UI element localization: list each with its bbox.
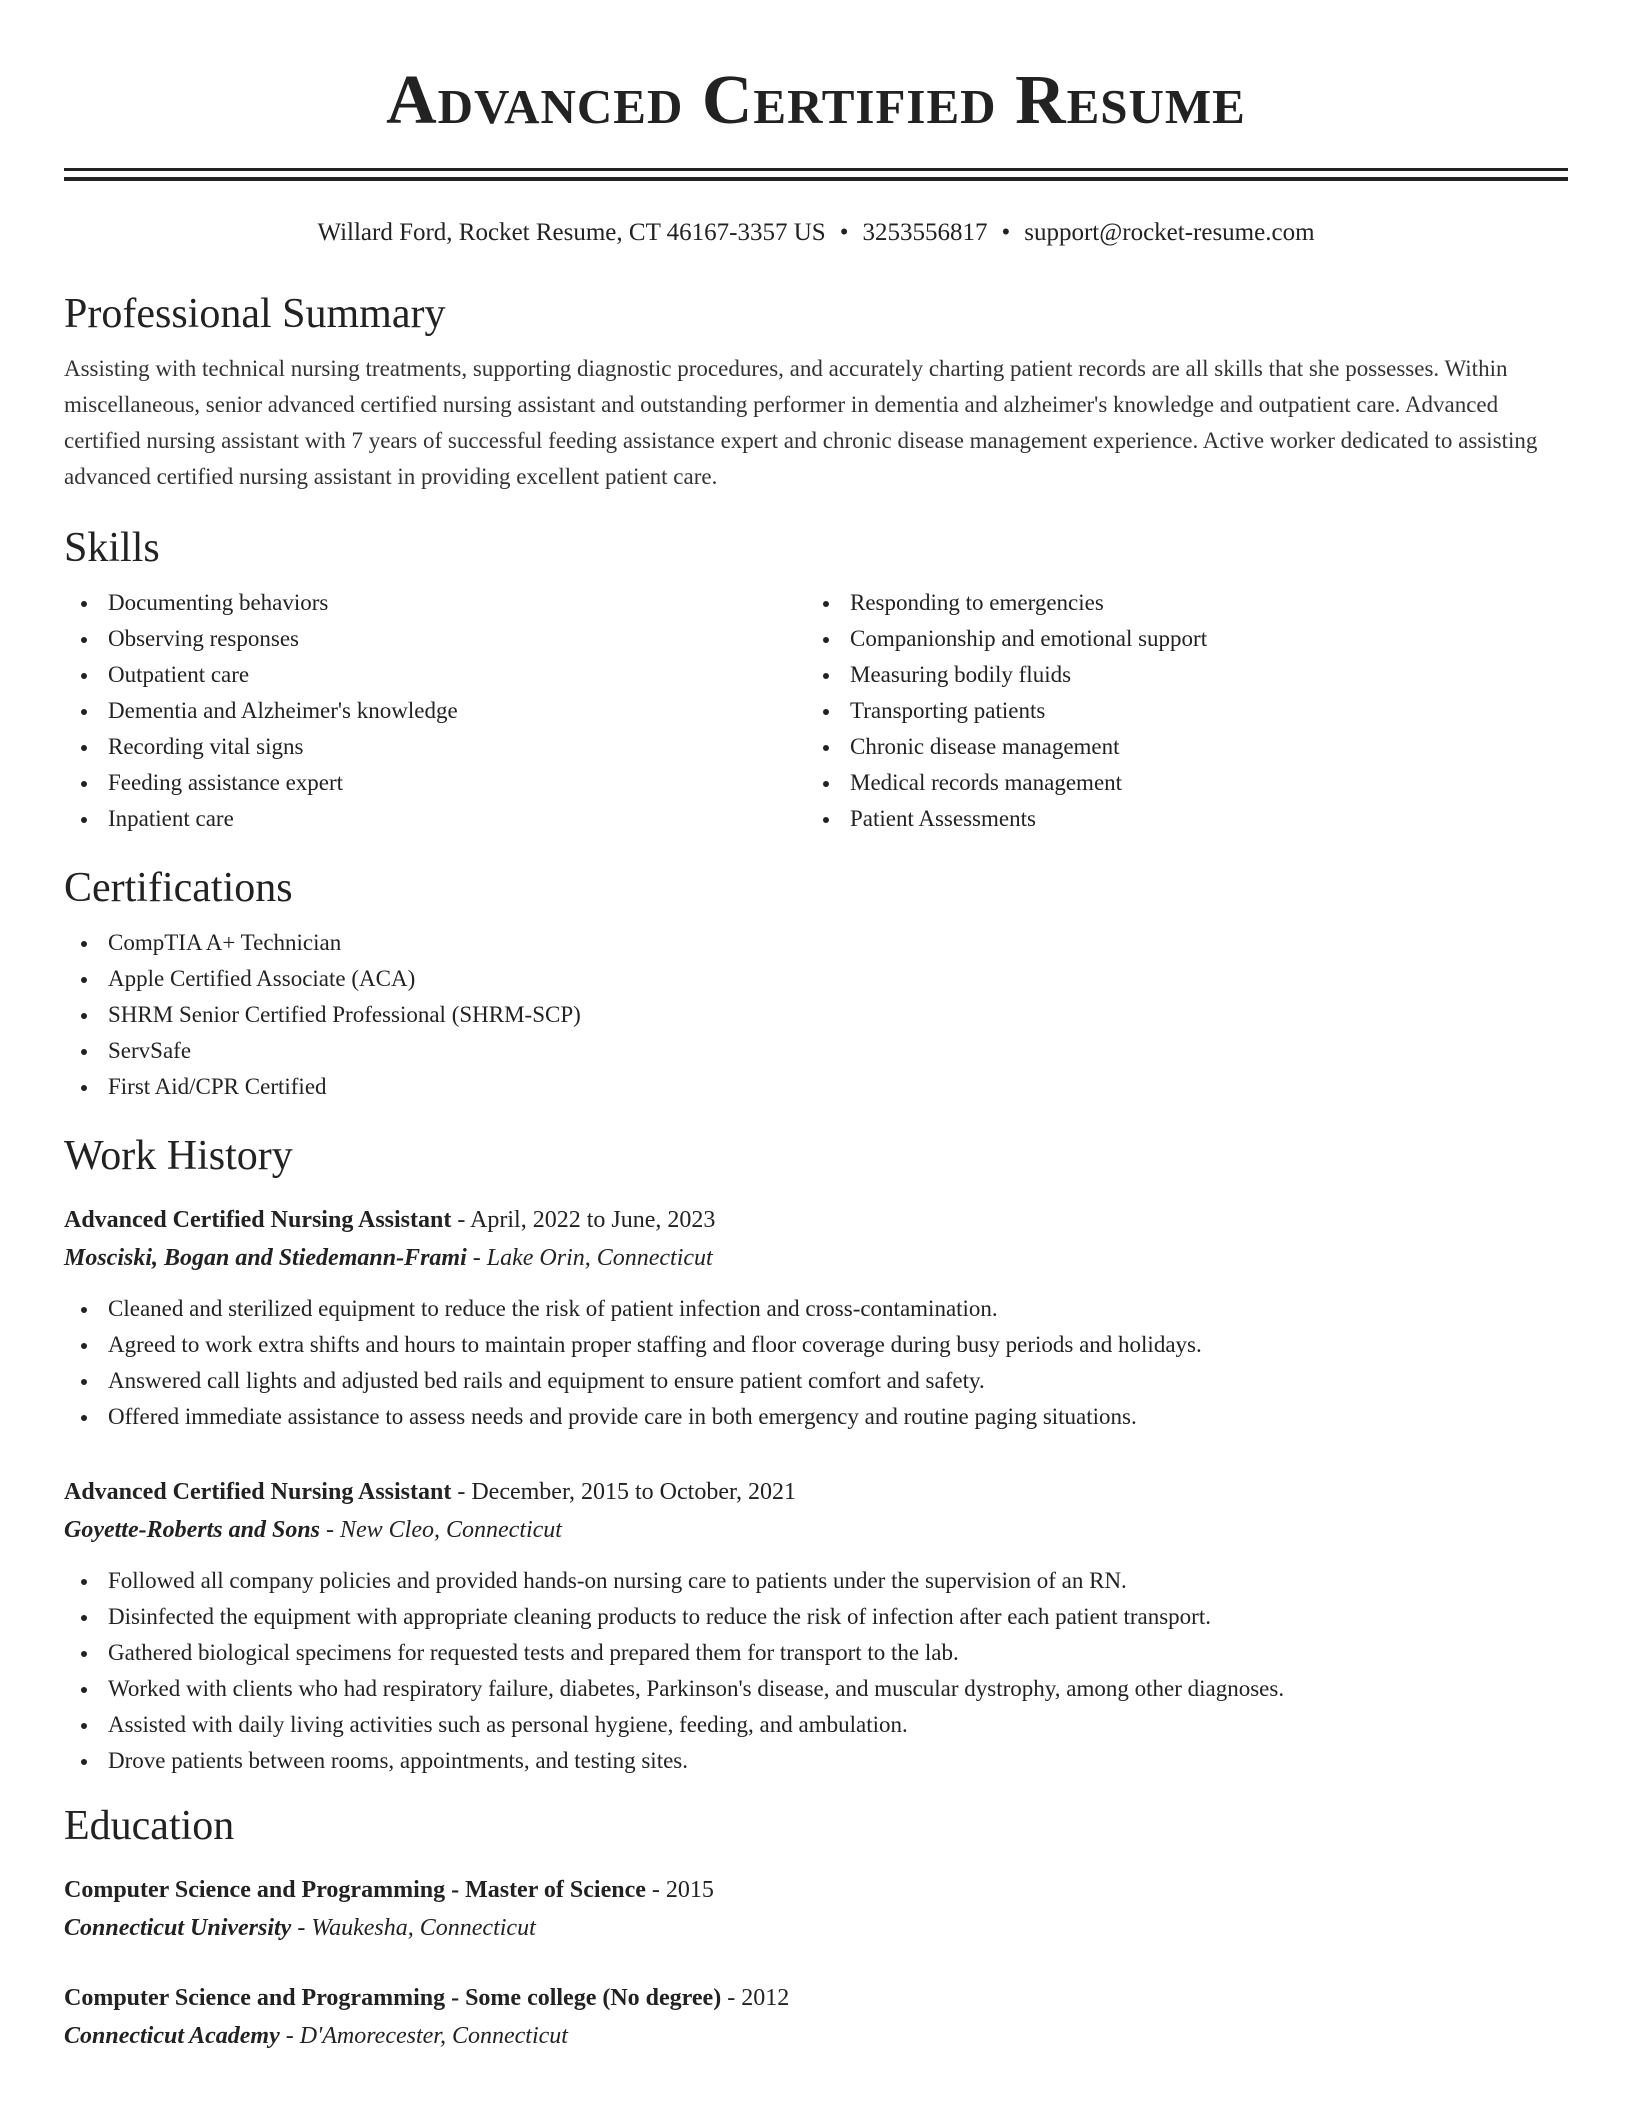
contact-email: support@rocket-resume.com xyxy=(1024,219,1315,246)
job-duty-item: Answered call lights and adjusted bed rails and equipment to ensure patient comfort and safety. xyxy=(64,1363,1568,1399)
summary-heading: Professional Summary xyxy=(64,291,446,337)
job-title: Advanced Certified Nursing Assistant xyxy=(64,1207,452,1233)
job-company-line xyxy=(64,1511,1568,1549)
skill-item: Observing responses xyxy=(64,621,806,657)
resume-title: Advanced Certified Resume xyxy=(386,62,1246,139)
title-divider-thin xyxy=(64,168,1568,171)
job-duty-item: Gathered biological specimens for requested tests and prepared them for transport to the lab. xyxy=(64,1635,1568,1671)
skills-list-left xyxy=(64,585,806,837)
job-duties-list xyxy=(64,1291,1568,1435)
job-duty-item: Followed all company policies and provided hands-on nursing care to patients under the supervision of an RN. xyxy=(64,1563,1568,1599)
skills-grid xyxy=(64,585,1568,837)
job-duty-item: Cleaned and sterilized equipment to reduce the risk of patient infection and cross-contamination. xyxy=(64,1291,1568,1327)
education-degree-line xyxy=(64,1871,1568,1909)
skill-item: Responding to emergencies xyxy=(806,585,1548,621)
job-dates: - April, 2022 to June, 2023 xyxy=(451,1207,716,1233)
contact-address: Willard Ford, Rocket Resume, CT 46167-3357 US xyxy=(317,219,826,246)
education-year: - 2015 xyxy=(645,1877,714,1903)
skill-item: Dementia and Alzheimer's knowledge xyxy=(64,693,806,729)
skills-list-right xyxy=(806,585,1548,837)
education-degree-line xyxy=(64,1979,1568,2017)
certifications-heading: Certifications xyxy=(64,865,293,911)
education-location: - Waukesha, Connecticut xyxy=(291,1915,536,1941)
job-duty-item: Drove patients between rooms, appointments, and testing sites. xyxy=(64,1743,1568,1779)
skill-item: Transporting patients xyxy=(806,693,1548,729)
skills-column-right xyxy=(806,585,1548,837)
skill-item: Recording vital signs xyxy=(64,729,806,765)
job-location: - Lake Orin, Connecticut xyxy=(466,1245,713,1271)
summary-text: Assisting with technical nursing treatments, supporting diagnostic procedures, and accurately charting patient records are all skills that she possesses. Within miscellaneous, senior advanced certified nursing assistant and outstanding performer in dementia and alzheimer's knowledge and outpatient care. Advanced certified nursing assistant with 7 years of successful feeding assistance expert and chronic disease management experience. Active worker dedicated to assisting advanced certified nursing assistant in providing excellent patient care. xyxy=(64,356,1538,489)
education-entry xyxy=(64,1979,1568,2055)
job-company: Goyette-Roberts and Sons xyxy=(64,1517,321,1543)
job-entry xyxy=(64,1201,1568,1435)
skill-item: Measuring bodily fluids xyxy=(806,657,1548,693)
contact-phone: 3253556817 xyxy=(862,219,988,246)
certifications-list xyxy=(64,925,1568,1105)
job-title-line xyxy=(64,1473,1568,1511)
job-title: Advanced Certified Nursing Assistant xyxy=(64,1479,452,1505)
skills-column-left xyxy=(64,585,806,837)
skill-item: Medical records management xyxy=(806,765,1548,801)
work-history-heading: Work History xyxy=(64,1133,293,1179)
education-school-line xyxy=(64,2017,1568,2055)
title-divider-thick xyxy=(64,177,1568,181)
job-duty-item: Assisted with daily living activities such as personal hygiene, feeding, and ambulation. xyxy=(64,1707,1568,1743)
certification-item: First Aid/CPR Certified xyxy=(64,1069,1568,1105)
certification-item: ServSafe xyxy=(64,1033,1568,1069)
education-school: Connecticut University xyxy=(64,1915,292,1941)
skill-item: Feeding assistance expert xyxy=(64,765,806,801)
job-duty-item: Disinfected the equipment with appropriate cleaning products to reduce the risk of infection after each patient transport. xyxy=(64,1599,1568,1635)
skill-item: Outpatient care xyxy=(64,657,806,693)
certification-item: CompTIA A+ Technician xyxy=(64,925,1568,961)
skills-heading: Skills xyxy=(64,525,160,571)
skill-item: Chronic disease management xyxy=(806,729,1548,765)
skill-item: Inpatient care xyxy=(64,801,806,837)
education-degree: Computer Science and Programming - Some college (No degree) xyxy=(64,1985,722,2011)
education-school-line xyxy=(64,1909,1568,1947)
skill-item: Documenting behaviors xyxy=(64,585,806,621)
education-entry xyxy=(64,1871,1568,1947)
job-location: - New Cleo, Connecticut xyxy=(320,1517,562,1543)
job-duty-item: Agreed to work extra shifts and hours to maintain proper staffing and floor coverage during busy periods and holidays. xyxy=(64,1327,1568,1363)
contact-separator: • xyxy=(1001,219,1011,246)
education-year: - 2012 xyxy=(721,1985,790,2011)
job-company-line xyxy=(64,1239,1568,1277)
education-degree: Computer Science and Programming - Master of Science xyxy=(64,1877,646,1903)
job-duty-item: Worked with clients who had respiratory failure, diabetes, Parkinson's disease, and muscular dystrophy, among other diagnoses. xyxy=(64,1671,1568,1707)
contact-separator: • xyxy=(839,219,849,246)
job-duty-item: Offered immediate assistance to assess needs and provide care in both emergency and routine paging situations. xyxy=(64,1399,1568,1435)
education-school: Connecticut Academy xyxy=(64,2023,280,2049)
education-location: - D'Amorecester, Connecticut xyxy=(279,2023,568,2049)
contact-line xyxy=(64,217,1568,249)
skill-item: Patient Assessments xyxy=(806,801,1548,837)
education-heading: Education xyxy=(64,1803,235,1849)
job-entry xyxy=(64,1473,1568,1779)
certification-item: Apple Certified Associate (ACA) xyxy=(64,961,1568,997)
skill-item: Companionship and emotional support xyxy=(806,621,1548,657)
job-dates: - December, 2015 to October, 2021 xyxy=(451,1479,796,1505)
job-title-line xyxy=(64,1201,1568,1239)
job-duties-list xyxy=(64,1563,1568,1779)
job-company: Mosciski, Bogan and Stiedemann-Frami xyxy=(64,1245,467,1271)
certification-item: SHRM Senior Certified Professional (SHRM-SCP) xyxy=(64,997,1568,1033)
